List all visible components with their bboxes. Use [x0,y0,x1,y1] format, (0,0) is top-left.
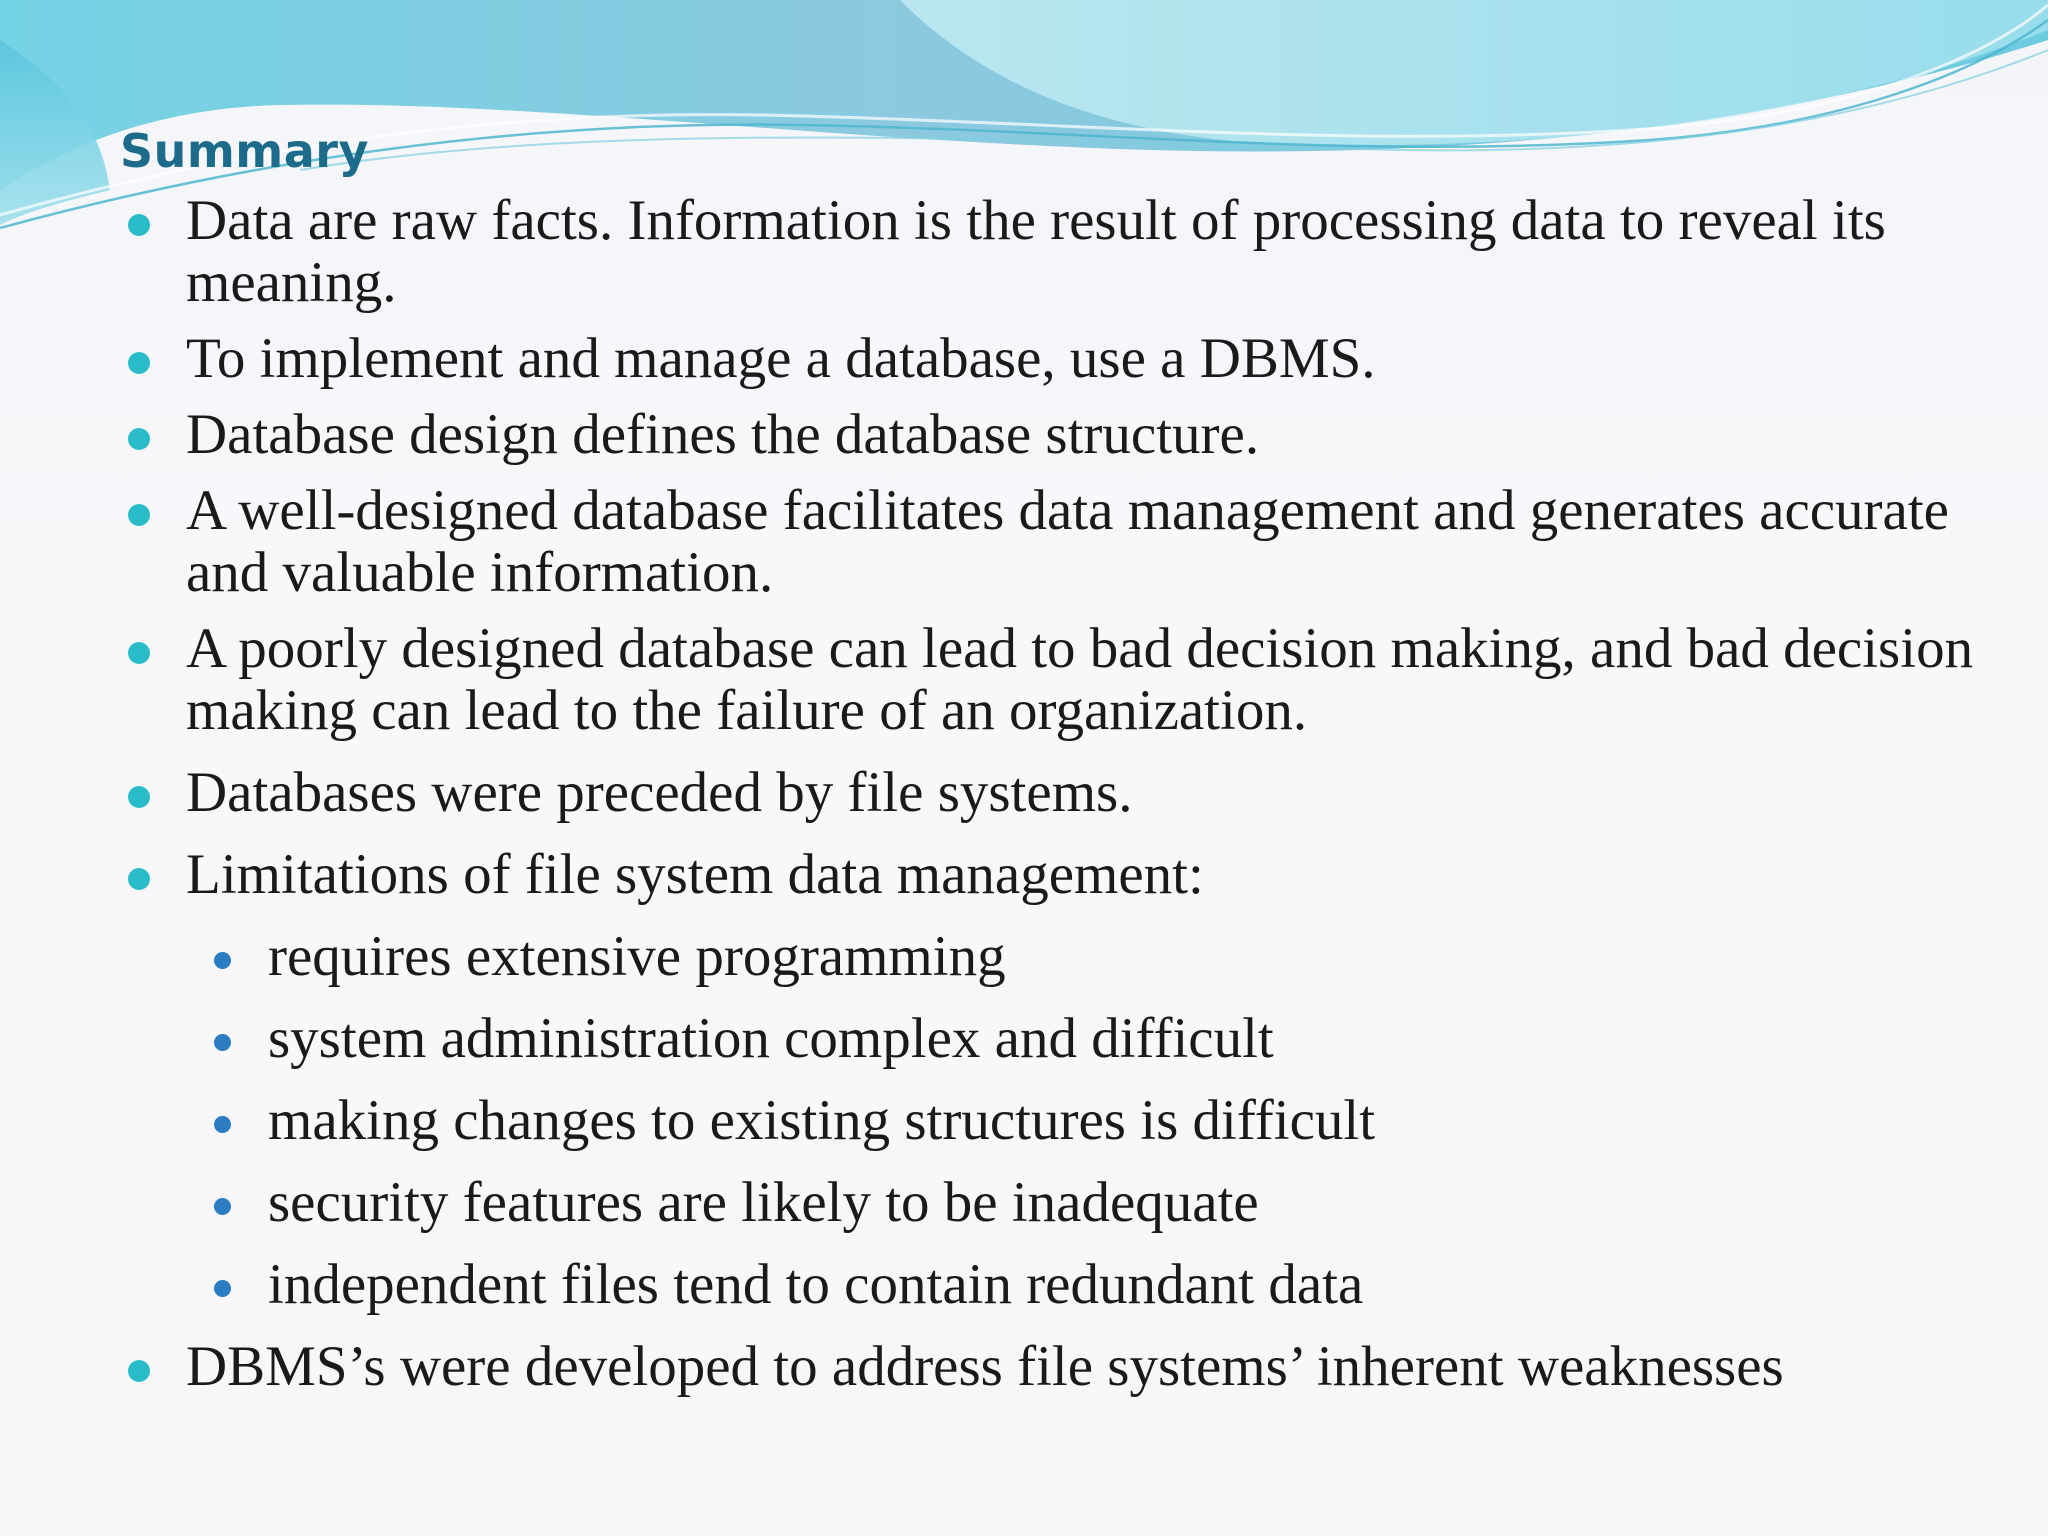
list-item [120,618,2000,742]
list-item-text: A poorly designed database can lead to bad decision making, and bad decision making can lead to the failure of an organization. [186,617,1974,742]
sub-list-item-text: making changes to existing structures is difficult [268,1089,1376,1152]
list-item-text: Database design defines the database structure. [186,403,1260,466]
sub-bullet-dot-icon [214,952,231,969]
bullet-dot-icon [128,428,150,450]
bullet-dot-icon [128,1360,150,1382]
sub-bullet-dot-icon [214,1034,231,1051]
list-item [120,328,2000,390]
slide-title: Summary [120,124,369,178]
bullet-dot-icon [128,642,150,664]
sub-bullet-dot-icon [214,1198,231,1215]
limitations-sub-list [186,926,2000,1316]
list-item-text: A well-designed database facilitates data management and generates accurate and valuable information. [186,479,1949,604]
list-item-text: DBMS’s were developed to address file systems’ inherent weaknesses [186,1335,1784,1398]
bullet-dot-icon [128,504,150,526]
list-item-text: Data are raw facts. Information is the result of processing data to reveal its meaning. [186,189,1886,314]
sub-list-item [186,1008,2000,1070]
summary-bullet-list [120,190,2000,1412]
list-item-text: Limitations of file system data management: [186,843,1204,906]
bullet-dot-icon [128,214,150,236]
list-item [120,190,2000,314]
sub-list-item-text: security features are likely to be inadequate [268,1171,1259,1234]
list-item [120,404,2000,466]
sub-list-item-text: requires extensive programming [268,925,1006,988]
sub-bullet-dot-icon [214,1280,231,1297]
bullet-dot-icon [128,786,150,808]
sub-list-item-text: independent files tend to contain redundant data [268,1253,1364,1316]
sub-list-item-text: system administration complex and difficult [268,1007,1274,1070]
sub-bullet-dot-icon [214,1116,231,1133]
sub-list-item [186,1172,2000,1234]
sub-list-item [186,1090,2000,1152]
sub-list-item [186,926,2000,988]
sub-list-item [186,1254,2000,1316]
bullet-dot-icon [128,352,150,374]
list-item [120,844,2000,1316]
list-item [120,1336,2000,1398]
list-item [120,480,2000,604]
list-item [120,762,2000,824]
bullet-dot-icon [128,868,150,890]
list-item-text: Databases were preceded by file systems. [186,761,1133,824]
list-item-text: To implement and manage a database, use a DBMS. [186,327,1376,390]
